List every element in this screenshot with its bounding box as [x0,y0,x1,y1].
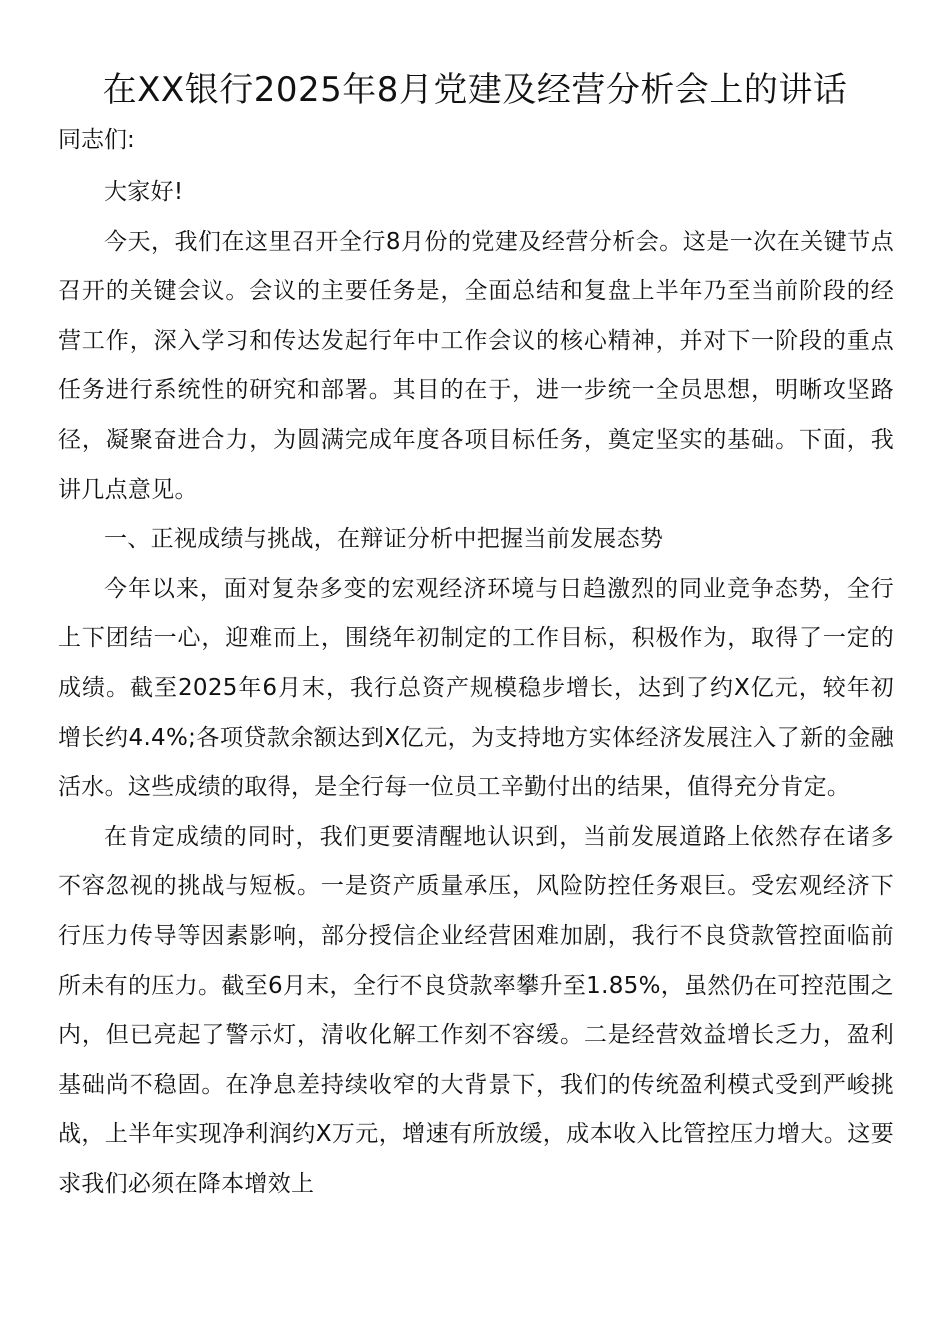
paragraph-greeting: 大家好! [104,179,184,205]
paragraph-intro: 今天，我们在这里召开全行8月份的党建及经营分析会。这是一次在关键节点召开的关键会议。会议的主要任务是，全面总结和复盘上半年乃至当前阶段的经营工作，深入学习和传达发起行年中工作会议的核心精神，并对下一阶段的重点任务进行系统性的研究和部署。其目的在于，进一步统一全员思想，明晰攻坚路径，凝聚奋进合力，为圆满完成年度各项目标任务，奠定坚实的基础。下面，我讲几点意见。 [58,228,894,503]
document-title: 在XX银行2025年8月党建及经营分析会上的讲话 [102,70,848,110]
document-body [58,168,894,1209]
paragraph-achievements: 今年以来，面对复杂多变的宏观经济环境与日趋激烈的同业竞争态势，全行上下团结一心，迎难而上，围绕年初制定的工作目标，积极作为，取得了一定的成绩。截至2025年6月末，我行总资产规模稳步增长，达到了约X亿元，较年初增长约4.4%;各项贷款余额达到X亿元，为支持地方实体经济发展注入了新的金融活水。这些成绩的取得，是全行每一位员工辛勤付出的结果，值得充分肯定。 [58,575,894,801]
paragraph-challenges: 在肯定成绩的同时，我们更要清醒地认识到，当前发展道路上依然存在诸多不容忽视的挑战与短板。一是资产质量承压，风险防控任务艰巨。受宏观经济下行压力传导等因素影响，部分授信企业经营困难加剧，我行不良贷款管控面临前所未有的压力。截至6月末，全行不良贷款率攀升至1.85%，虽然仍在可控范围之内，但已亮起了警示灯，清收化解工作刻不容缓。二是经营效益增长乏力，盈利基础尚不稳固。在净息差持续收窄的大背景下，我们的传统盈利模式受到严峻挑战，上半年实现净利润约X万元，增速有所放缓，成本收入比管控压力增大。这要求我们必须在降本增效上 [58,823,894,1197]
section-heading-1: 一、正视成绩与挑战，在辩证分析中把握当前发展态势 [104,526,664,553]
salutation: 同志们: [58,127,135,153]
